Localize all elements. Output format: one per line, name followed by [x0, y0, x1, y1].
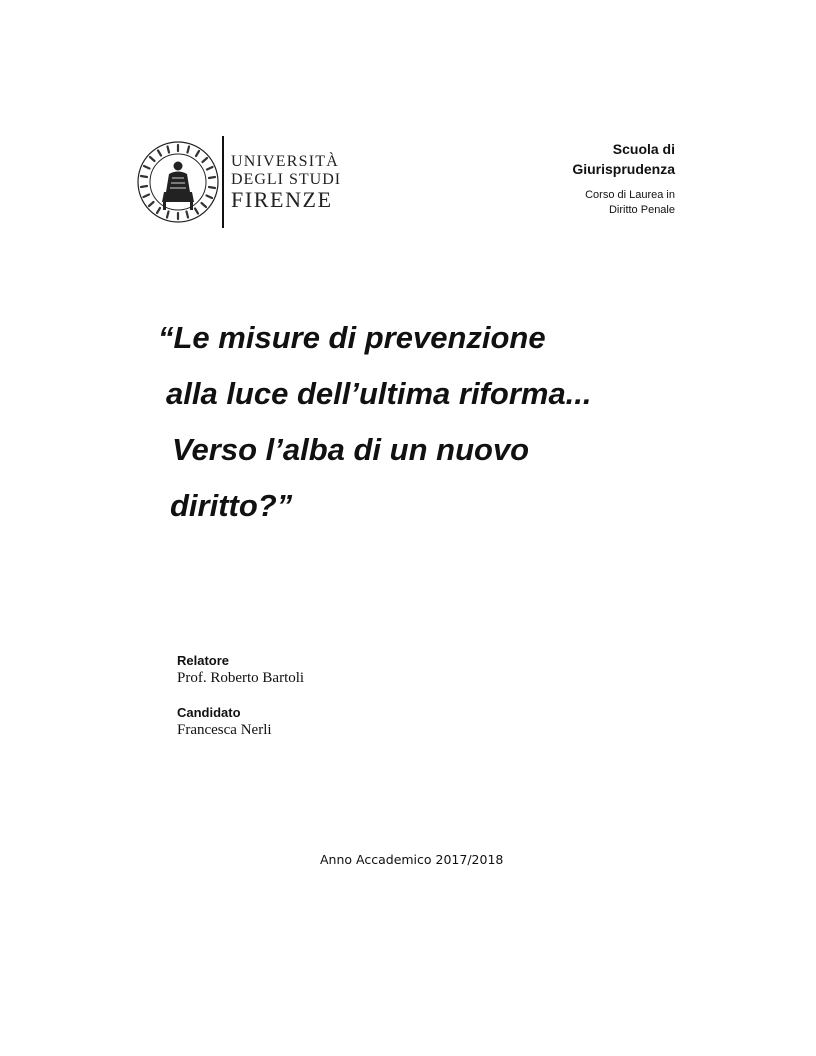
thesis-title: [158, 310, 592, 534]
university-name-line3: FIRENZE: [231, 187, 333, 212]
thesis-people: [177, 653, 304, 740]
school-title: [572, 139, 675, 179]
university-name: [231, 154, 341, 211]
thesis-title-line: diritto?”: [170, 488, 293, 523]
university-name-line1: UNIVERSITÀ: [231, 153, 339, 170]
relatore-label: Relatore: [177, 653, 230, 668]
thesis-title-line: alla luce dell’ultima riforma...: [166, 376, 592, 411]
candidato-name: Francesca Nerli: [177, 722, 272, 738]
school-title-line2: Giurisprudenza: [572, 161, 675, 177]
relatore-name: Prof. Roberto Bartoli: [177, 670, 305, 686]
course-name: [572, 188, 675, 218]
logo-divider: [222, 136, 224, 228]
course-name-line2: Diritto Penale: [608, 204, 675, 216]
university-logo: [136, 136, 346, 230]
university-seal-icon: [136, 140, 220, 224]
thesis-title-line: Verso l’alba di un nuovo: [172, 432, 530, 467]
thesis-title-line: “Le misure di prevenzione: [158, 320, 546, 355]
candidato-label: Candidato: [177, 705, 241, 720]
academic-year: Anno Accademico 2017/2018: [320, 852, 504, 867]
school-info: [572, 139, 675, 218]
course-name-line1: Corso di Laurea in: [585, 189, 675, 201]
university-name-line2: DEGLI STUDI: [231, 171, 342, 188]
school-title-line1: Scuola di: [612, 141, 675, 157]
